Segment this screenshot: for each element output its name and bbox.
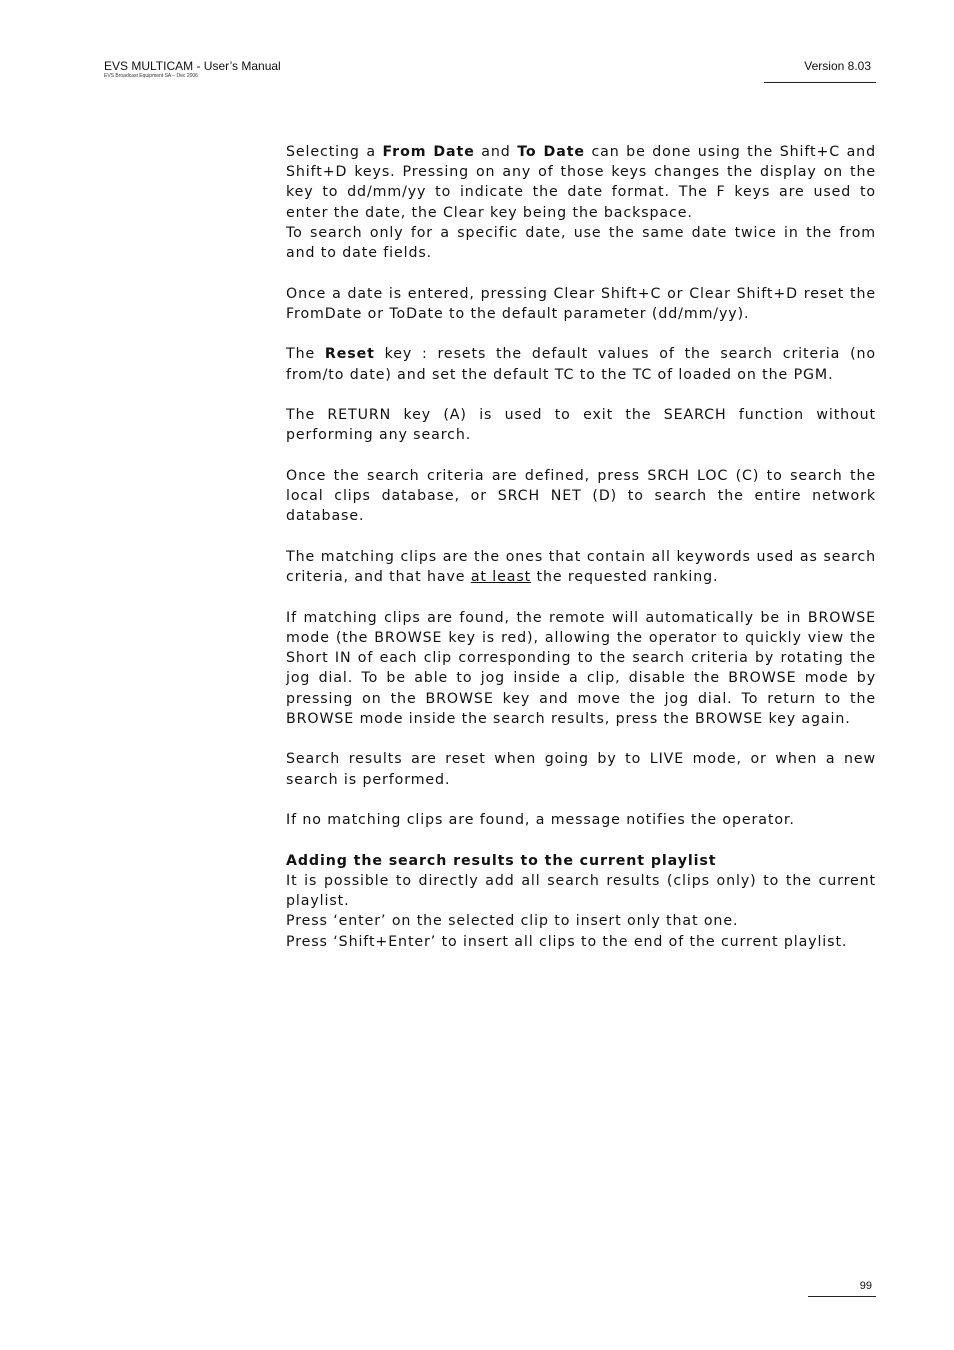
paragraph-reset-key xyxy=(286,344,876,384)
text-run: the requested ranking. xyxy=(531,569,719,586)
paragraph-clear-date: Once a date is entered, pressing Clear Shift+C or Clear Shift+D reset the FromDate or ToDate to the default parameter (dd/mm/yy). xyxy=(286,285,876,322)
paragraph-search-keys: Once the search criteria are defined, press SRCH LOC (C) to search the local clips database, or SRCH NET (D) to search the entire network database. xyxy=(286,468,876,525)
text-run: key : resets the default values of the search criteria (no from/to date) and set the default TC to the TC of loaded on the PGM. xyxy=(286,346,877,383)
paragraph-specific-date: To search only for a specific date, use the same date twice in the from and to date fields. xyxy=(286,224,876,262)
paragraph-press-enter: Press ‘enter’ on the selected clip to insert only that one. xyxy=(286,913,739,930)
text-run: can be done using the Shift+C and Shift+D keys. Pressing on any of those keys changes the display on the key to dd/mm/yy to indicate the date format. The F keys are used to enter the date, the Clear key being the backspace. xyxy=(286,144,876,221)
paragraph-browse-mode: If matching clips are found, the remote will automatically be in BROWSE mode (the BROWSE key is red), allowing the operator to quickly view the Short IN of each clip corresponding to the search criteria by rotating the jog dial. To be able to jog inside a clip, disable the BROWSE mode by pressing on the BROWSE key and move the jog dial. To return to the BROWSE mode inside the search results, press the BROWSE key again. xyxy=(286,609,876,727)
paragraph-matching-clips xyxy=(286,547,876,587)
paragraph-no-match: If no matching clips are found, a message notifies the operator. xyxy=(286,812,795,829)
footer-rule xyxy=(808,1296,876,1297)
term-from-date: From Date xyxy=(382,144,475,160)
page-number: 99 xyxy=(859,1280,872,1292)
body-text xyxy=(286,142,876,952)
section-heading: Adding the search results to the current playlist xyxy=(286,852,717,869)
page-header-left xyxy=(104,59,281,80)
text-run: The xyxy=(286,346,325,363)
paragraph-from-to-date xyxy=(286,142,876,223)
paragraph-add-results: It is possible to directly add all search results (clips only) to the current playlist. xyxy=(286,873,876,910)
term-to-date: To Date xyxy=(517,144,585,160)
header-rule xyxy=(764,82,876,83)
publisher-line: EVS Broadcast Equipment SA – Dec 2006 xyxy=(104,73,198,79)
underlined-at-least: at least xyxy=(470,569,532,586)
paragraph-results-reset: Search results are reset when going by to LIVE mode, or when a new search is performed. xyxy=(286,751,876,788)
manual-title: EVS MULTICAM - User’s Manual xyxy=(104,59,281,73)
text-run: Selecting a xyxy=(286,144,383,160)
text-run: and xyxy=(474,144,518,160)
version-label: Version 8.03 xyxy=(804,59,871,73)
paragraph-press-shift-enter: Press ‘Shift+Enter’ to insert all clips to the end of the current playlist. xyxy=(286,933,848,950)
paragraph-return-key: The RETURN key (A) is used to exit the SEARCH function without performing any search. xyxy=(286,407,876,444)
text-run: The matching clips are the ones that contain all keywords used as search criteria, and that have xyxy=(286,549,876,586)
term-reset: Reset xyxy=(324,346,375,363)
